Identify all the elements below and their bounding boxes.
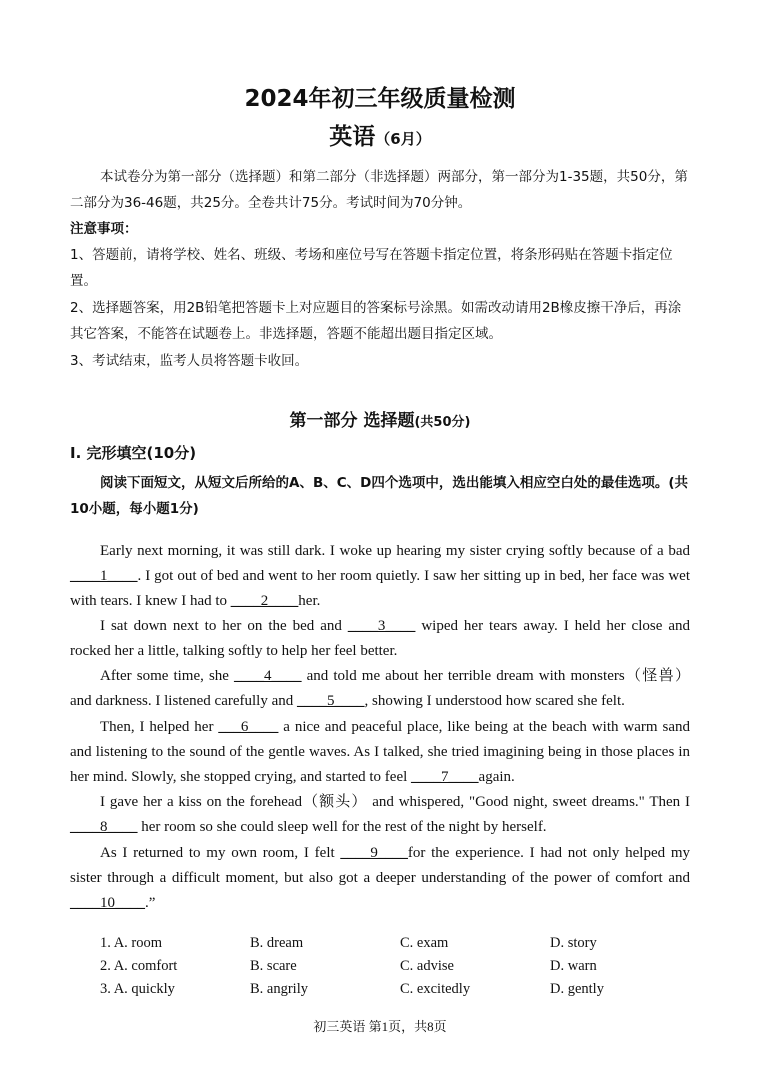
option-a: 1. A. room <box>100 935 163 951</box>
page-footer: 初三英语 第1页，共8页 <box>313 1019 447 1034</box>
option-row <box>100 978 700 1001</box>
option-c: C. advise <box>400 958 454 974</box>
option-b: B. dream <box>250 935 304 951</box>
option-d: D. story <box>550 935 597 951</box>
blank-10: ____10____ <box>70 895 145 912</box>
option-d: D. gently <box>550 981 604 997</box>
passage-paragraph: I gave her a kiss on the forehead（额头） and whispered, "Good night, sweet dreams." Then I ____8____ her room so she could sleep well for the rest of the night by herself. <box>70 794 690 836</box>
blank-6: ___6____ <box>218 719 279 735</box>
note-3: 3、考试结束，监考人员将答题卡收回。 <box>70 353 309 369</box>
section-points: (共50分) <box>414 415 471 430</box>
option-row <box>100 955 700 978</box>
options-list <box>100 932 700 1001</box>
option-d: D. warn <box>550 958 597 974</box>
blank-3: ____3____ <box>347 618 416 634</box>
part-instruction: 阅读下面短文，从短文后所给的A、B、C、D四个选项中，选出能填入相应空白处的最佳选项。(共10小题，每小题1分) <box>70 475 689 517</box>
passage-paragraph: After some time, she ____4____ and told me about her terrible dream with monsters（怪兽） and darkness. I listened carefully and ____5____, showing I understood how scared she felt. <box>70 668 690 710</box>
subject-title <box>0 118 760 151</box>
option-row <box>100 932 700 955</box>
section-title-text: 第一部分 选择题 <box>289 411 415 431</box>
notes-title: 注意事项： <box>70 221 138 237</box>
blank-9: ____9____ <box>340 845 408 861</box>
blank-8: ____8____ <box>70 819 138 836</box>
passage-paragraph: As I returned to my own room, I felt ____9____for the experience. I had not only helped my sister through a difficult moment, but also got a deeper understanding of the power of comfort and ____10____.” <box>70 845 691 912</box>
subject-name: 英语 <box>329 124 376 150</box>
option-c: C. excitedly <box>400 981 471 997</box>
passage-paragraph: I sat down next to her on the bed and ____3____ wiped her tears away. I held her close and rocked her a little, talking softly to help her feel better. <box>70 618 690 660</box>
option-b: B. angrily <box>250 981 308 997</box>
blank-4: ____4____ <box>234 668 302 684</box>
note-1: 1、答题前，请将学校、姓名、班级、考场和座位号写在答题卡指定位置，将条形码贴在答题卡指定位置。 <box>70 247 673 289</box>
exam-title: 2024年初三年级质量检测 <box>244 86 516 112</box>
part-title: I. 完形填空(10分) <box>70 444 197 462</box>
blank-7: ____7____ <box>411 769 479 786</box>
blank-5: ____5____ <box>297 693 365 710</box>
exam-month: （6月） <box>375 130 431 148</box>
blank-2: ____2____ <box>230 593 299 610</box>
passage-paragraph: Then, I helped her ___6____ a nice and peaceful place, like being at the beach with warm sand and listening to the sound of the gentle waves. As I talked, she tried imagining being in those places in her mind. Slowly, she stopped crying, and started to feel ____7____again. <box>70 719 690 786</box>
section-title <box>0 406 760 431</box>
passage-paragraph: Early next morning, it was still dark. I woke up hearing my sister crying softly because of a bad ____1____. I got out of bed and went to her room quietly. I saw her sitting up in bed, her face was wet with tears. I knew I had to ____2____her. <box>70 543 690 610</box>
option-a: 2. A. comfort <box>100 958 178 974</box>
note-2: 2、选择题答案，用2B铅笔把答题卡上对应题目的答案标号涂黑。如需改动请用2B橡皮擦干净后，再涂其它答案，不能答在试题卷上。非选择题，答题不能超出题目指定区域。 <box>70 300 682 342</box>
option-b: B. scare <box>250 958 297 974</box>
option-a: 3. A. quickly <box>100 981 175 997</box>
intro-paragraph: 本试卷分为第一部分（选择题）和第二部分（非选择题）两部分，第一部分为1-35题，共50分，第二部分为36-46题，共25分。全卷共计75分。考试时间为70分钟。 <box>70 169 688 211</box>
option-c: C. exam <box>400 935 449 951</box>
blank-1: ____1____ <box>70 568 138 585</box>
